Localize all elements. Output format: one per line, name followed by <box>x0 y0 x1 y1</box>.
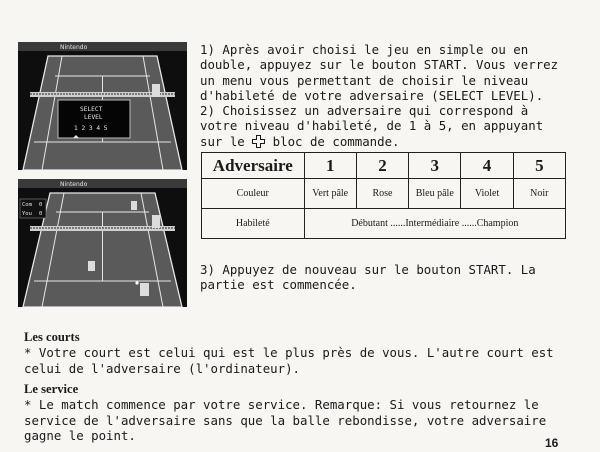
menu-title-level: LEVEL <box>84 114 103 121</box>
table-level-4: 4 <box>461 153 513 179</box>
nintendo-logo: Nintendo <box>60 181 88 188</box>
instructions-steps-1-2 <box>200 42 572 149</box>
score-label-com: Com <box>22 202 32 208</box>
score-label-you: You <box>22 211 32 217</box>
step-2-text-before: 2) Choisissez un adversaire qui correspond à votre niveau d'habileté, de 1 à 5, en appuyant sur le <box>200 103 544 149</box>
tennis-match-image <box>18 179 187 307</box>
control-pad-icon <box>252 135 265 148</box>
color-level-1: Vert pâle <box>304 179 356 209</box>
tennis-court-image <box>18 42 187 170</box>
color-level-3: Bleu pâle <box>409 179 461 209</box>
score-value-com: 0 <box>39 202 43 208</box>
section-courts-body: * Votre court est celui qui est le plus près de vous. L'autre court est celui de l'adversaire (l'ordinateur). <box>24 345 554 376</box>
opponent-player <box>131 201 137 210</box>
row-label-habilete: Habileté <box>202 209 305 239</box>
menu-title-select: SELECT <box>80 106 103 113</box>
game-screenshot-match <box>18 179 187 307</box>
section-courts <box>24 330 554 376</box>
tennis-ball <box>135 281 138 284</box>
table-level-3: 3 <box>409 153 461 179</box>
color-level-5: Noir <box>513 179 565 209</box>
step-1-text: 1) Après avoir choisi le jeu en simple ou en double, appuyez sur le bouton START. Vous verrez un menu vous permettant de choisir le niveau d'habileté de votre adversaire (SELECT LEVEL). <box>200 42 559 103</box>
nintendo-logo: Nintendo <box>60 44 88 51</box>
section-service-body: * Le match commence par votre service. Remarque: Si vous retournez le service de l'adversaire sans que la balle rebondisse, votre adversaire gagne le point. <box>24 397 547 443</box>
page-number: 16 <box>545 436 559 450</box>
umpire-figure <box>152 215 160 228</box>
row-label-couleur: Couleur <box>202 179 305 209</box>
umpire-figure <box>152 84 160 97</box>
table-level-1: 1 <box>304 153 356 179</box>
section-service <box>24 382 554 443</box>
section-service-title: Le service <box>24 382 79 396</box>
section-courts-title: Les courts <box>24 330 80 344</box>
partner-player <box>88 261 95 271</box>
step-3-text: 3) Appuyez de nouveau sur le bouton START. La partie est commencée. <box>200 262 536 293</box>
table-header-adversaire: Adversaire <box>202 153 305 179</box>
step-2-text-after: bloc de commande. <box>265 133 400 149</box>
user-player <box>140 283 149 296</box>
skill-range: Débutant ......Intermédiaire ......Champion <box>304 209 565 239</box>
score-value-you: 0 <box>39 211 43 217</box>
table-level-5: 5 <box>513 153 565 179</box>
color-level-2: Rose <box>356 179 408 209</box>
table-level-2: 2 <box>356 153 408 179</box>
game-screenshot-select-level <box>18 42 187 170</box>
menu-level-numbers: 1 2 3 4 5 <box>74 125 108 132</box>
opponent-level-table <box>201 152 566 239</box>
color-level-4: Violet <box>461 179 513 209</box>
